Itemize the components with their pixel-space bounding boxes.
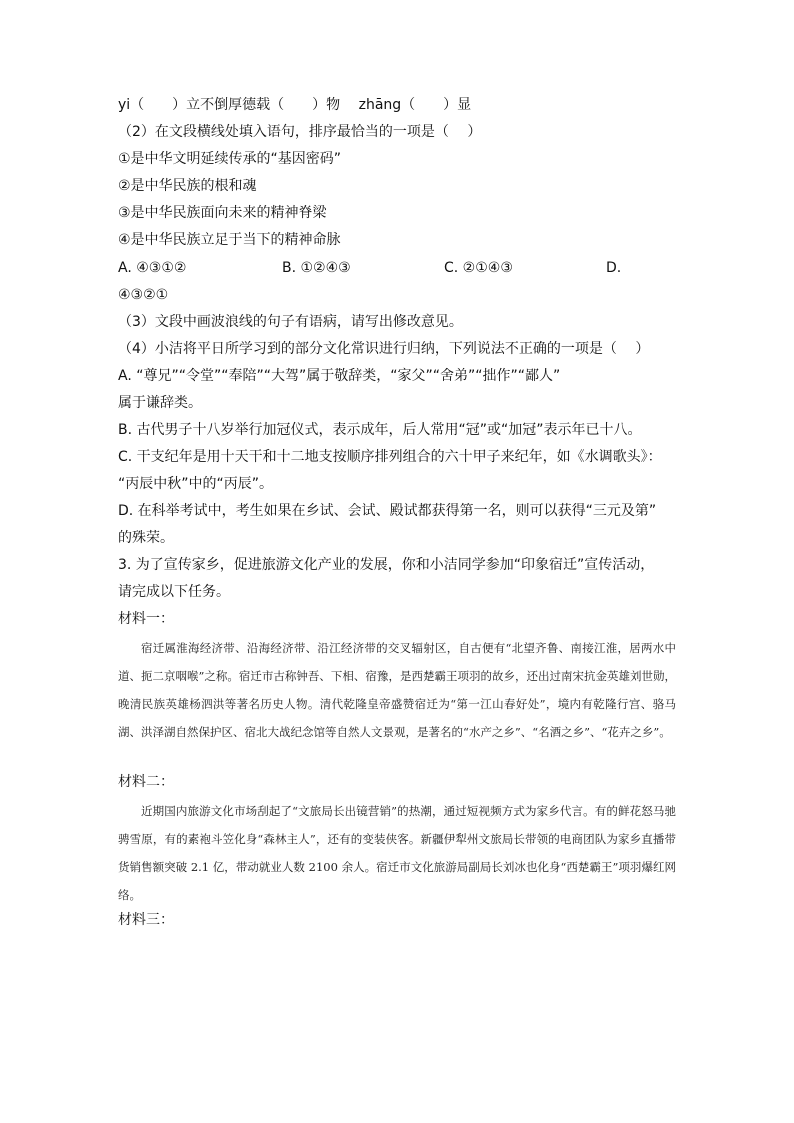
question-3-main-line1: 3. 为了宣传家乡，促进旅游文化产业的发展，你和小洁同学参加“印象宿迁”宣传活动， (118, 557, 655, 573)
pinyin-question-line: yi（ ）立不倒厚德载（ ）物 zhāng（ ）显 (118, 97, 472, 113)
q4-option-d-line1: D. 在科举考试中，考生如果在乡试、会试、殿试都获得第一名，则可以获得“三元及第” (118, 503, 657, 519)
q4-option-c-line2: “丙辰中秋”中的“丙辰”。 (118, 476, 274, 492)
q4-option-a-line2: 属于谦辞类。 (118, 395, 202, 411)
statement-2: ②是中华民族的根和魂 (118, 178, 257, 194)
material-1-label: 材料一： (118, 611, 174, 627)
material-2-label: 材料二： (118, 774, 174, 790)
material-2-text: 近期国内旅游文化市场刮起了“文旅局长出镜营销”的热潮，通过短视频方式为家乡代言。有的鲜花怒马驰骋雪原，有的素袍斗笠化身“森林主人”，还有的变装侠客。新疆伊犁州文旅局长带领的电商团队为家乡直播带货销售额突破 2.1 亿，带动就业人数 2100 余人。宿迁市文化旅游局副局长刘冰也化身“西楚霸王”项羽爆红网络。 (118, 804, 676, 902)
material-3-label: 材料三： (118, 912, 174, 928)
statement-1: ①是中华文明延续传承的“基因密码” (118, 151, 342, 167)
statement-3: ③是中华民族面向未来的精神脊梁 (118, 205, 327, 221)
question-3-main-line2: 请完成以下任务。 (118, 584, 230, 600)
option-c: C. ②①④③ (444, 260, 513, 276)
option-b: B. ①②④③ (282, 260, 351, 276)
statement-4: ④是中华民族立足于当下的精神命脉 (118, 232, 341, 248)
question-4-stem: （4）小洁将平日所学习到的部分文化常识进行归纳，下列说法不正确的一项是（ ） (118, 341, 650, 357)
option-d: D. (606, 260, 622, 276)
option-a: A. ④③①② (118, 260, 187, 276)
q4-option-c-line1: C. 干支纪年是用十天干和十二地支按顺序排列组合的六十甲子来纪年，如《水调歌头》： (118, 449, 662, 465)
q4-option-a-line1: A. “尊兄”“令堂”“奉陪”“大驾”属于敬辞类，“家父”“舍弟”“拙作”“鄙人” (118, 368, 561, 384)
question-2-stem: （2）在文段横线处填入语句，排序最恰当的一项是（ ） (118, 124, 482, 140)
question-3-stem: （3）文段中画波浪线的句子有语病，请写出修改意见。 (118, 314, 463, 330)
option-d-text: ④③②① (118, 287, 169, 303)
q4-option-b: B. 古代男子十八岁举行加冠仪式，表示成年，后人常用“冠”或“加冠”表示年已十八。 (118, 422, 642, 438)
q4-option-d-line2: 的殊荣。 (118, 530, 174, 546)
material-1-text: 宿迁属淮海经济带、沿海经济带、沿江经济带的交叉辐射区，自古便有“北望齐鲁、南接江淮，居两水中道、扼二京咽喉”之称。宿迁市古称钟吾、下相、宿豫，是西楚霸王项羽的故乡，还出过南宋抗金英雄刘世勋，晚清民族英雄杨泗洪等著名历史人物。清代乾隆皇帝盛赞宿迁为“第一江山春好处”，境内有乾隆行宫、骆马湖、洪泽湖自然保护区、宿北大战纪念馆等自然人文景观，是著名的“水产之乡”、“名酒之乡”、“花卉之乡”。 (118, 641, 676, 739)
